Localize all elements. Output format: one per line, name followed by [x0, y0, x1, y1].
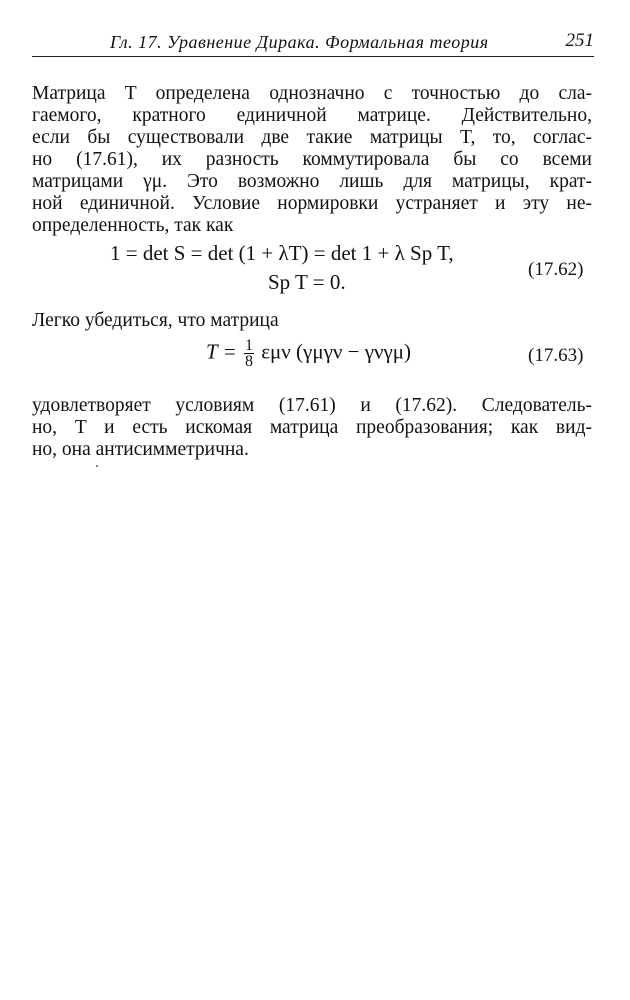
equation-number-17-62: (17.62) — [528, 259, 584, 280]
text-line: если бы существовали две такие матрицы T, то, соглас- — [32, 127, 592, 148]
text-line: матрицами γμ. Это возможно лишь для матрицы, крат- — [32, 171, 592, 192]
equation-17-62-line-2: Sp T = 0. — [268, 270, 346, 294]
text-line: гаемого, кратного единичной матрице. Действительно, — [32, 105, 592, 126]
fraction-numerator: 1 — [244, 337, 253, 354]
equation-rhs: εμν (γμγν − γνγμ) — [261, 339, 412, 364]
equation-17-62-line-1: 1 = det S = det (1 + λT) = det 1 + λ Sp T, — [110, 241, 454, 265]
running-header — [32, 30, 594, 57]
fraction — [244, 338, 254, 369]
text-line: но, она антисимметрична. — [32, 439, 249, 460]
paragraph-1 — [32, 83, 592, 237]
text-line: Легко убедиться, что матрица — [32, 310, 279, 331]
equation-17-63 — [206, 338, 411, 369]
equation-lhs: T = — [206, 339, 237, 364]
page-number: 251 — [565, 30, 594, 51]
fraction-denominator: 8 — [244, 353, 253, 370]
print-speck — [96, 465, 98, 467]
running-title: Гл. 17. Уравнение Дирака. Формальная теория — [110, 32, 489, 52]
text-line: но (17.61), их разность коммутировала бы со всеми — [32, 149, 592, 170]
paragraph-3 — [32, 395, 592, 461]
text-line: но, T и есть искомая матрица преобразования; как вид- — [32, 417, 592, 438]
text-line: определенность, так как — [32, 215, 234, 236]
text-line: Матрица T определена однозначно с точностью до сла- — [32, 83, 592, 104]
paragraph-2 — [32, 310, 592, 332]
equation-number-17-63: (17.63) — [528, 345, 584, 366]
text-line: ной единичной. Условие нормировки устраняет и эту не- — [32, 193, 592, 214]
text-line: удовлетворяет условиям (17.61) и (17.62). Следователь- — [32, 395, 592, 416]
